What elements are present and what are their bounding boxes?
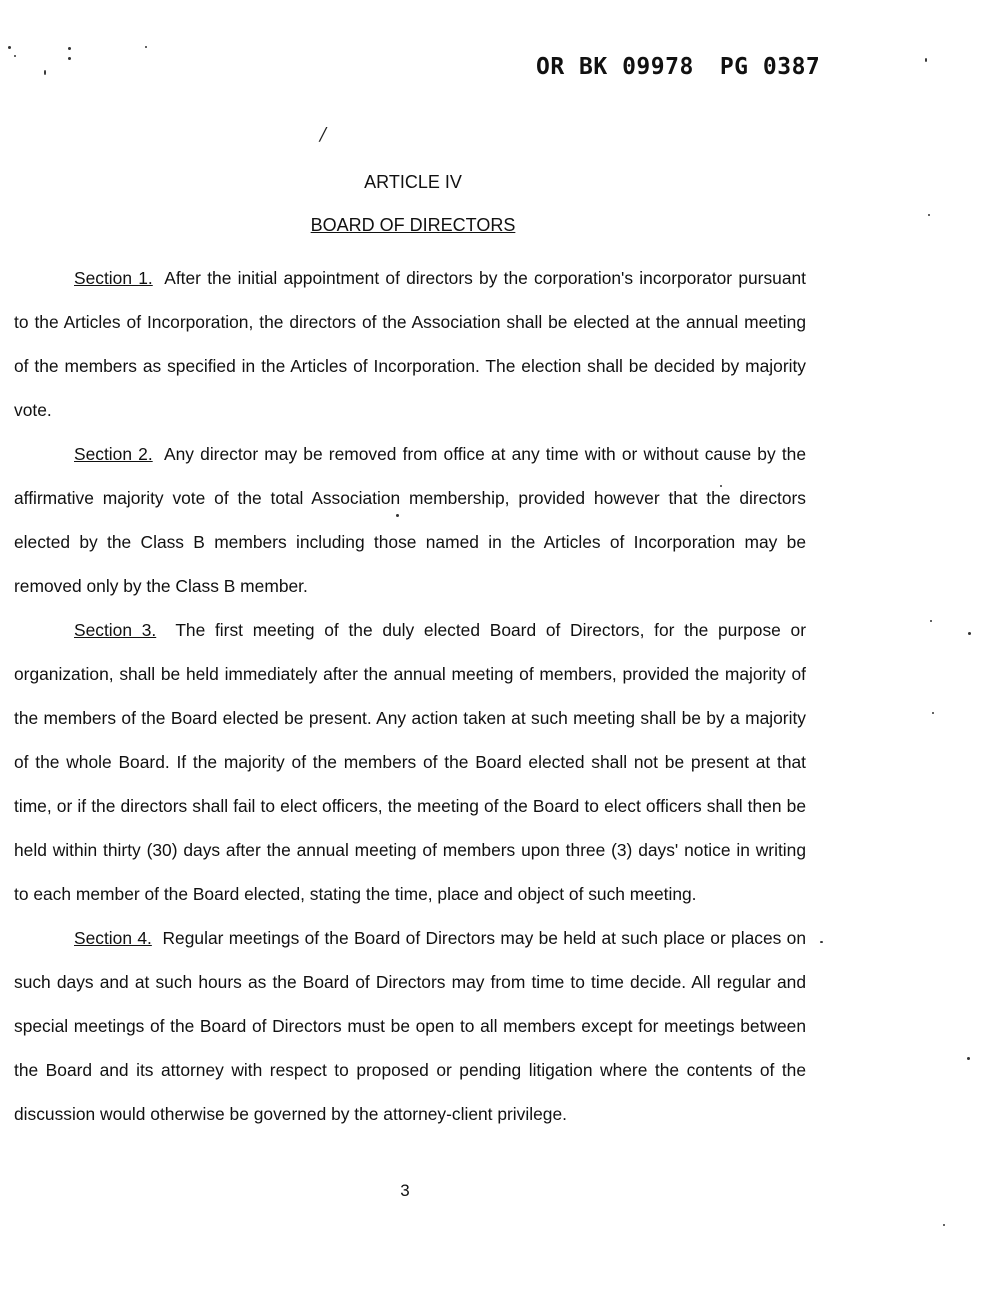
scan-speck [68, 57, 71, 60]
page-number: 3 [400, 1181, 410, 1200]
scan-speck [967, 1057, 970, 1060]
section-paragraph-2 [14, 432, 806, 608]
scan-speck [930, 620, 932, 622]
section-text: Any director may be removed from office at any time with or without cause by the affirmative majority vote of the total Association membership, provided however that the directors elected by the Class B members including those named in the Articles of Incorporation may be removed only by the Class B member. [14, 444, 806, 596]
section-text: After the initial appointment of directors by the corporation's incorporator pursuant to the Articles of Incorporation, the directors of the Association shall be elected at the annual meeting of the members as specified in the Articles of Incorporation. The election shall be decided by majority vote. [14, 268, 806, 420]
scan-speck [68, 47, 71, 50]
section-text: Regular meetings of the Board of Directors may be held at such place or places on such days and at such hours as the Board of Directors may from time to time decide. All regular and special meetings of the Board of Directors must be open to all members except for meetings between the Board and its attorney with respect to proposed or pending litigation where the contents of the discussion would otherwise be governed by the attorney-client privilege. [14, 928, 806, 1124]
scan-speck [943, 1224, 945, 1226]
scan-pen-mark: / [320, 124, 327, 145]
scan-speck [932, 712, 934, 714]
article-title: BOARD OF DIRECTORS [310, 215, 516, 235]
book-reference: OR BK 09978 [536, 54, 694, 80]
scan-speck [145, 46, 147, 48]
scan-speck [925, 58, 927, 62]
scan-speck [968, 632, 971, 635]
scan-speck [14, 55, 16, 57]
scan-speck [820, 941, 823, 943]
article-heading: ARTICLE IV [364, 172, 462, 192]
scan-speck [928, 214, 930, 216]
page-reference: PG 0387 [719, 54, 821, 80]
section-text: The first meeting of the duly elected Board of Directors, for the purpose or organization, shall be held immediately after the annual meeting of members, provided the majority of the members of the Board elected be present. Any action taken at such meeting shall be by a majority of the whole Board. If the majority of the members of the Board elected shall not be present at that time, or if the directors shall fail to elect officers, the meeting of the Board to elect officers shall then be held within thirty (30) days after the annual meeting of members upon three (3) days' notice in writing to each member of the Board elected, stating the time, place and object of such meeting. [14, 620, 806, 904]
section-label: Section 1. [74, 268, 153, 288]
recording-stamp [536, 54, 820, 80]
scan-speck [8, 46, 11, 49]
section-paragraph-4 [14, 916, 806, 1136]
section-label: Section 4. [74, 928, 152, 948]
section-paragraph-3 [14, 608, 806, 916]
section-label: Section 2. [74, 444, 153, 464]
scan-speck [44, 70, 46, 75]
section-label: Section 3. [74, 620, 157, 640]
section-paragraph-1 [14, 256, 806, 432]
article-body [14, 256, 806, 1136]
